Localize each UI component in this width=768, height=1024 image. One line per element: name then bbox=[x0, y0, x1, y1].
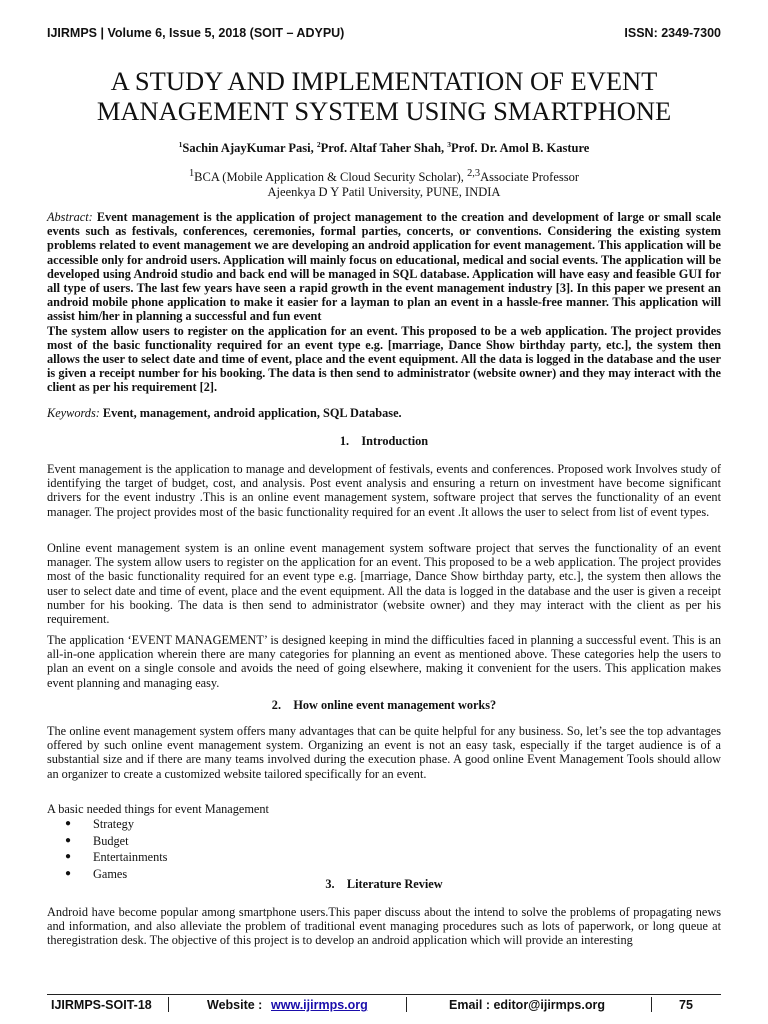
footer-email: Email : editor@ijirmps.org bbox=[449, 998, 605, 1012]
footer-website-link[interactable]: www.ijirmps.org bbox=[271, 998, 368, 1012]
bullet-icon: ● bbox=[65, 851, 72, 862]
keywords-text: Event, management, android application, SQL Database. bbox=[102, 406, 402, 420]
section-1-paragraph-2: Online event management system is an online event management system software project that serves the functionality of an event manager. The system allow users to register on the application for an event. This proposed to be a web application. The project provides most of the basic functionality required for an event type e.g. [marriage, Dance Show birthday party, etc.], the system then allows the user to select date and time of event, place and the event equipment. All the data is logged in the database and the user is given a receipt number for his booking. The data is then send to administrator (website owner) and they may interact with the client as per his requirement. bbox=[47, 541, 721, 627]
abstract-label: Abstract: bbox=[47, 210, 93, 224]
affiliation-line-2: Ajeenkya D Y Patil University, PUNE, INDIA bbox=[267, 185, 501, 200]
issn: ISSN: 2349-7300 bbox=[624, 26, 721, 40]
abstract-paragraph-1 bbox=[47, 210, 721, 324]
bullet-icon: ● bbox=[65, 867, 72, 879]
bullet-icon: ● bbox=[65, 834, 72, 846]
footer-conference: IJIRMPS-SOIT-18 bbox=[51, 998, 152, 1012]
author-3: $^3$Prof. Dr. Amol B. Kasture bbox=[447, 139, 590, 155]
section-3-paragraph-1: Android have become popular among smartphone users.This paper discuss about the intend to solve the problems of propagating news and information, and also alleviate the problem of traditional event managing procedures such as lots of paperwork, or long queue at theregistration desk. The objective of this project is to develop an android application which will provide an interesting bbox=[47, 905, 721, 948]
footer-separator bbox=[406, 997, 407, 1012]
affiliation-line-1: $^1$BCA (Mobile Application & Cloud Security Scholar), $^{2,3}$Associate Professor bbox=[188, 168, 580, 185]
section-2-heading: 2. How online event management works? bbox=[271, 698, 497, 712]
list-item: ● Budget bbox=[65, 833, 129, 848]
list-item: ● Strategy bbox=[65, 817, 134, 831]
author-list bbox=[20, 141, 748, 156]
affiliations bbox=[20, 166, 748, 200]
section-3-heading: 3. Literature Review bbox=[325, 877, 443, 891]
author-1: $^1$Sachin AjayKumar Pasi, bbox=[178, 139, 314, 155]
footer-website-label: Website : bbox=[207, 998, 263, 1012]
paper-title bbox=[20, 66, 748, 126]
bullet-list bbox=[65, 817, 365, 883]
section-2-paragraph-1: The online event management system offers many advantages that can be quite helpful for any business. So, let’s see the top advantages offered by such online event management system. Organizing an event is not an easy task, especially if the target audience is of a substantial size and if there are many teams involved during the execution phase. A good online Event Management Tools should allow an organizer to create a customized website tailored specifically for an event. bbox=[47, 724, 721, 781]
list-item: ● Games bbox=[65, 866, 128, 881]
page-footer bbox=[47, 995, 721, 1015]
abstract bbox=[47, 210, 721, 395]
abstract-text-1: Event management is the application of project management to the creation and development of large or small scale events such as festivals, conferences, ceremonies, formal parties, concerts, or conventions. Considering the existing system problems related to event management we are developing an android application for event management. This application will be accessible only for android users. Application will mainly focus on educational, medical and social events. The application will be developed using Android studio and back end will be managed in SQL database. Application will have easy and feasible GUI for all type of users. The last few years have seen a rapid growth in the event management industry [3]. In this paper we present an android mobile phone application to make it easier for a layman to plan an event in a hassle-free manner. This application will assist him/her in planning a successful and fun event bbox=[47, 210, 721, 324]
section-1-paragraph-1: Event management is the application to manage and development of festivals, events and conferences. Proposed work Involves study of identifying the target of budget, cost, and analysis. Post event analysis and ensuring a return on investment have become significant drivers for the event industry .This is an online event management system, software project that serves the functionality of an event manager. The project provides most of the basic functionality required for an event .It allows the user to select from list of event types. bbox=[47, 462, 721, 519]
page-number: 75 bbox=[679, 998, 693, 1012]
section-1-paragraph-3: The application ‘EVENT MANAGEMENT’ is designed keeping in mind the difficulties faced in planning a successful event. This is an all-in-one application wherein there are many categories for planning an event as mentioned above. These categories help the users to plan an event on a single console and avoids the need of going elsewhere, making it convenient for the users. This application makes event planning and managing easy. bbox=[47, 633, 721, 690]
title-line-2: MANAGEMENT SYSTEM USING SMARTPHONE bbox=[96, 96, 672, 126]
basic-needs-intro: A basic needed things for event Management bbox=[47, 802, 269, 816]
running-header bbox=[47, 26, 721, 44]
footer-separator bbox=[651, 997, 652, 1012]
abstract-paragraph-2: The system allow users to register on the application for an event. This proposed to be a web application. The project provides most of the basic functionality required for an event type e.g. [marriage, Dance Show birthday party, etc.], the system then allows the user to select date and time of event, place and the event equipment. All the data is logged in the database and the user is given a receipt number for his booking. The data is then send to administrator (website owner) and they may interact with the client as per his requirement [2]. bbox=[47, 323, 721, 395]
list-item: ● Entertainments bbox=[65, 850, 168, 864]
section-1-heading: 1. Introduction bbox=[339, 434, 429, 448]
keywords bbox=[47, 406, 721, 420]
footer-separator bbox=[168, 997, 169, 1012]
author-2: $^2$Prof. Altaf Taher Shah, bbox=[316, 139, 445, 155]
title-line-1: A STUDY AND IMPLEMENTATION OF EVENT bbox=[110, 66, 658, 96]
bullet-icon: ● bbox=[65, 818, 72, 829]
keywords-label: Keywords: bbox=[47, 406, 100, 420]
journal-info: IJIRMPS | Volume 6, Issue 5, 2018 (SOIT – ADYPU) bbox=[47, 26, 345, 40]
